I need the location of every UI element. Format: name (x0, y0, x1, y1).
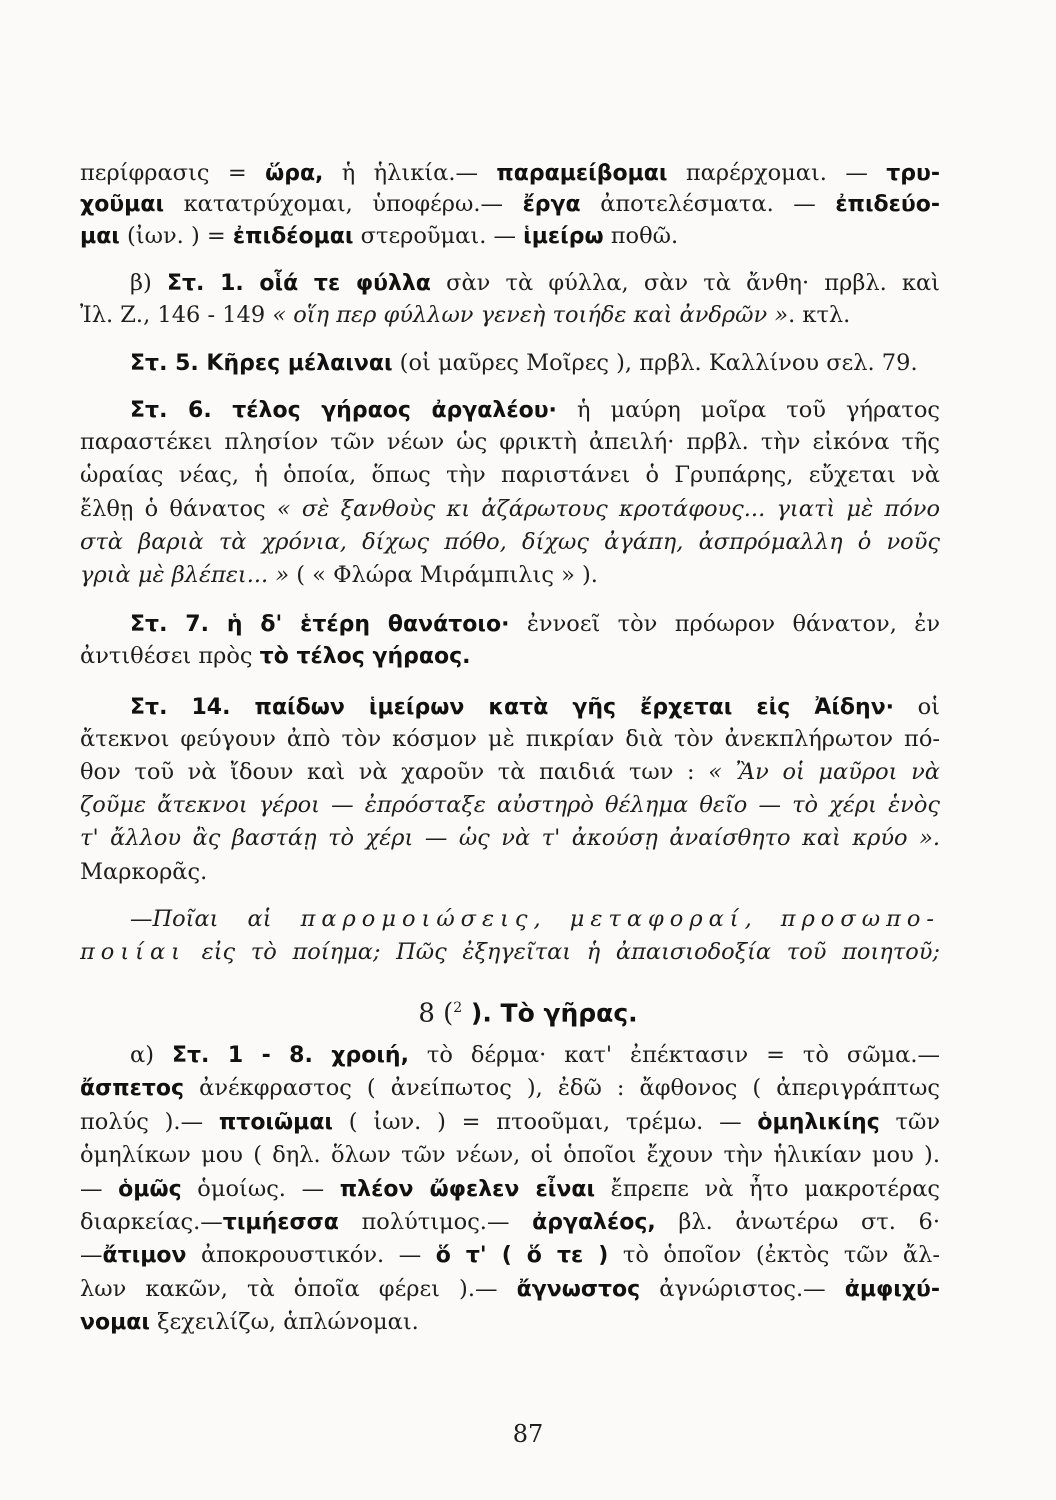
quote: « Ἂν οἱ μαῦροι νὰ (708, 759, 940, 785)
text-line: τ' ἄλλου ἂς βαστάῃ τὸ χέρι — ὡς νὰ τ' ἀκούσῃ ἀναίσθητο καὶ κρύο ». (80, 825, 940, 851)
bold-term: ἄσπετος (80, 1076, 185, 1101)
bold-term: ὁμηλικίης (757, 1110, 880, 1135)
bold-term: μαι (80, 224, 120, 249)
bold-term: τιμήεσσα (222, 1210, 339, 1235)
text-line: Στ. 7. ἡ δ' ἑτέρη θανάτοιο· ἐννοεῖ τὸν πρόωρον θάνατον, ἐν (130, 611, 940, 637)
bold-term: Στ. 5. Κῆρες μέλαιναι (130, 351, 393, 376)
text-line: ἄσπετος ἀνέκφραστος ( ἀνείπωτος ), ἐδῶ : ἄφθονος ( ἀπεριγράπτως (80, 1075, 940, 1101)
text-line: Στ. 5. Κῆρες μέλαιναι (οἱ μαῦρες Μοῖρες ), πρβλ. Καλλίνου σελ. 79. (130, 350, 918, 376)
section-heading: 8 ($^2$ ). Τὸ γῆρας. (418, 998, 638, 1029)
text-line: ἔλθῃ ὁ θάνατος « σὲ ξανθοὺς κι ἀζάρωτους κροτάφους... γιατὶ μὲ πόνο (80, 496, 940, 522)
text-line: Μαρκορᾶς. (80, 859, 208, 885)
bold-term: Στ. 14. παίδων ἱμείρων κατὰ γῆς ἔρχεται εἰς Ἀίδην· (130, 695, 895, 720)
text-line: νομαι ξεχειλίζω, ἁπλώνομαι. (80, 1309, 419, 1335)
bold-term: Στ. 6. τέλος γήραος ἀργαλέου· (130, 398, 557, 423)
text-line: ὡραίας νέας, ἡ ὁποία, ὅπως τὴν παριστάνει ὁ Γρυπάρης, εὔχεται νὰ (80, 462, 940, 488)
text-line: χοῦμαι κατατρύχομαι, ὑποφέρω.— ἔργα ἀποτελέσματα. — ἐπιδεύο- (80, 191, 940, 217)
bold-term: πλέον ὤφελεν εἶναι (339, 1177, 596, 1202)
bold-term: νομαι (80, 1310, 150, 1335)
text-line: γριὰ μὲ βλέπει... » ( « Φλώρα Μιράμπιλις » ). (80, 562, 598, 588)
bold-term: Στ. 7. ἡ δ' ἑτέρη θανάτοιο· (130, 612, 510, 637)
text-line: — ὁμῶς ὁμοίως. — πλέον ὤφελεν εἶναι ἔπρεπε νὰ ἦτο μακροτέρας (80, 1176, 940, 1202)
text-line: θον τοῦ νὰ ἴδουν καὶ νὰ χαροῦν τὰ παιδιά των : « Ἂν οἱ μαῦροι νὰ (80, 759, 940, 785)
quote: « οἵη περ φύλλων γενεὴ τοιήδε καὶ ἀνδρῶν » (272, 302, 789, 328)
text-line: Ἰλ. Ζ., 146 - 149 « οἵη περ φύλλων γενεὴ τοιήδε καὶ ἀνδρῶν ». κτλ. (80, 302, 851, 328)
quote: « σὲ ξανθοὺς κι ἀζάρωτους κροτάφους... γιατὶ μὲ πόνο (276, 496, 940, 522)
text-line: Στ. 14. παίδων ἱμείρων κατὰ γῆς ἔρχεται εἰς Ἀίδην· οἱ (130, 694, 940, 720)
bold-term: τὸ τέλος γήραος. (259, 644, 471, 669)
text-line: λων κακῶν, τὰ ὁποῖα φέρει ).— ἄγνωστος ἀγνώριστος.— ἀμφιχύ- (80, 1276, 940, 1302)
bold-term: ὥρα, (265, 161, 324, 186)
text-line: διαρκείας.—τιμήεσσα πολύτιμος.— ἀργαλέος, βλ. ἀνωτέρω στ. 6· (80, 1209, 940, 1235)
text-line: παραστέκει πλησίον τῶν νέων ὡς φρικτὴ ἀπειλή· πρβλ. τὴν εἰκόνα τῆς (80, 429, 940, 455)
text-line: ὁμηλίκων μου ( δηλ. ὅλων τῶν νέων, οἱ ὁποῖοι ἔχουν τὴν ἡλικίαν μου ). (80, 1142, 940, 1168)
bold-term: πτοιῶμαι (218, 1110, 333, 1135)
bold-term: ἀμφιχύ- (844, 1277, 940, 1302)
text-line: ποιίαι εἰς τὸ ποίημα; Πῶς ἐξηγεῖται ἡ ἀπαισιοδοξία τοῦ ποιητοῦ; (80, 939, 940, 965)
text-line: ζοῦμε ἄτεκνοι γέροι — ἐπρόσταξε αὐστηρὸ θέλημα θεῖο — τὸ χέρι ἑνὸς (80, 792, 940, 818)
bold-term: Στ. 1 - 8. χροιή, (171, 1043, 409, 1068)
bold-term: ἔργα (522, 192, 581, 217)
bold-term: ὅ τ' ( ὅ τε ) (435, 1243, 609, 1268)
text-line: —ἄτιμον ἀποκρουστικόν. — ὅ τ' ( ὅ τε ) τὸ ὁποῖον (ἐκτὸς τῶν ἄλ- (80, 1242, 940, 1268)
page-number: 87 (512, 1420, 544, 1448)
text-line: ἀντιθέσει πρὸς τὸ τέλος γήραος. (80, 643, 471, 669)
bold-term: ὁμῶς (118, 1177, 182, 1202)
text-line: περίφρασις = ὥρα, ἡ ἡλικία.— παραμείβομαι παρέρχομαι. — τρυ- (80, 160, 940, 186)
quote: γριὰ μὲ βλέπει... » (80, 562, 290, 588)
bold-term: ἱμείρω (523, 224, 604, 249)
bold-term: ἄτιμον (102, 1243, 187, 1268)
text-line: —Ποῖαι αἱ παρομοιώσεις, μεταφοραί, προσωπο- (130, 906, 940, 932)
text-line: μαι (ἰων. ) = ἐπιδέομαι στεροῦμαι. — ἱμείρω ποθῶ. (80, 223, 679, 249)
bold-term: ἀργαλέος, (532, 1210, 656, 1235)
bold-term: παραμείβομαι (496, 161, 668, 186)
text-line: ἄτεκνοι φεύγουν ἀπὸ τὸν κόσμον μὲ πικρίαν διὰ τὸν ἀνεκπλήρωτον πό- (80, 726, 940, 752)
text-line: πολύς ).— πτοιῶμαι ( ἰων. ) = πτοοῦμαι, τρέμω. — ὁμηλικίης τῶν (80, 1109, 940, 1135)
text-line: στὰ βαριὰ τὰ χρόνια, δίχως πόθο, δίχως ἀγάπη, ἀσπρόμαλλη ὁ νοῦς (80, 529, 940, 555)
bold-term: ἐπιδέομαι (232, 224, 354, 249)
bold-term: χοῦμαι (80, 192, 165, 217)
bold-term: ἄγνωστος (516, 1277, 641, 1302)
text-line: α) Στ. 1 - 8. χροιή, τὸ δέρμα· κατ' ἐπέκτασιν = τὸ σῶμα.— (130, 1042, 940, 1068)
bold-term: τρυ- (886, 161, 940, 186)
text-line: Στ. 6. τέλος γήραος ἀργαλέου· ἡ μαύρη μοῖρα τοῦ γήρατος (130, 397, 940, 423)
text-line: β) Στ. 1. οἷά τε φύλλα σὰν τὰ φύλλα, σὰν τὰ ἄνθη· πρβλ. καὶ (130, 270, 940, 296)
bold-term: Στ. 1. οἷά τε φύλλα (166, 271, 431, 296)
bold-term: ἐπιδεύο- (835, 192, 940, 217)
